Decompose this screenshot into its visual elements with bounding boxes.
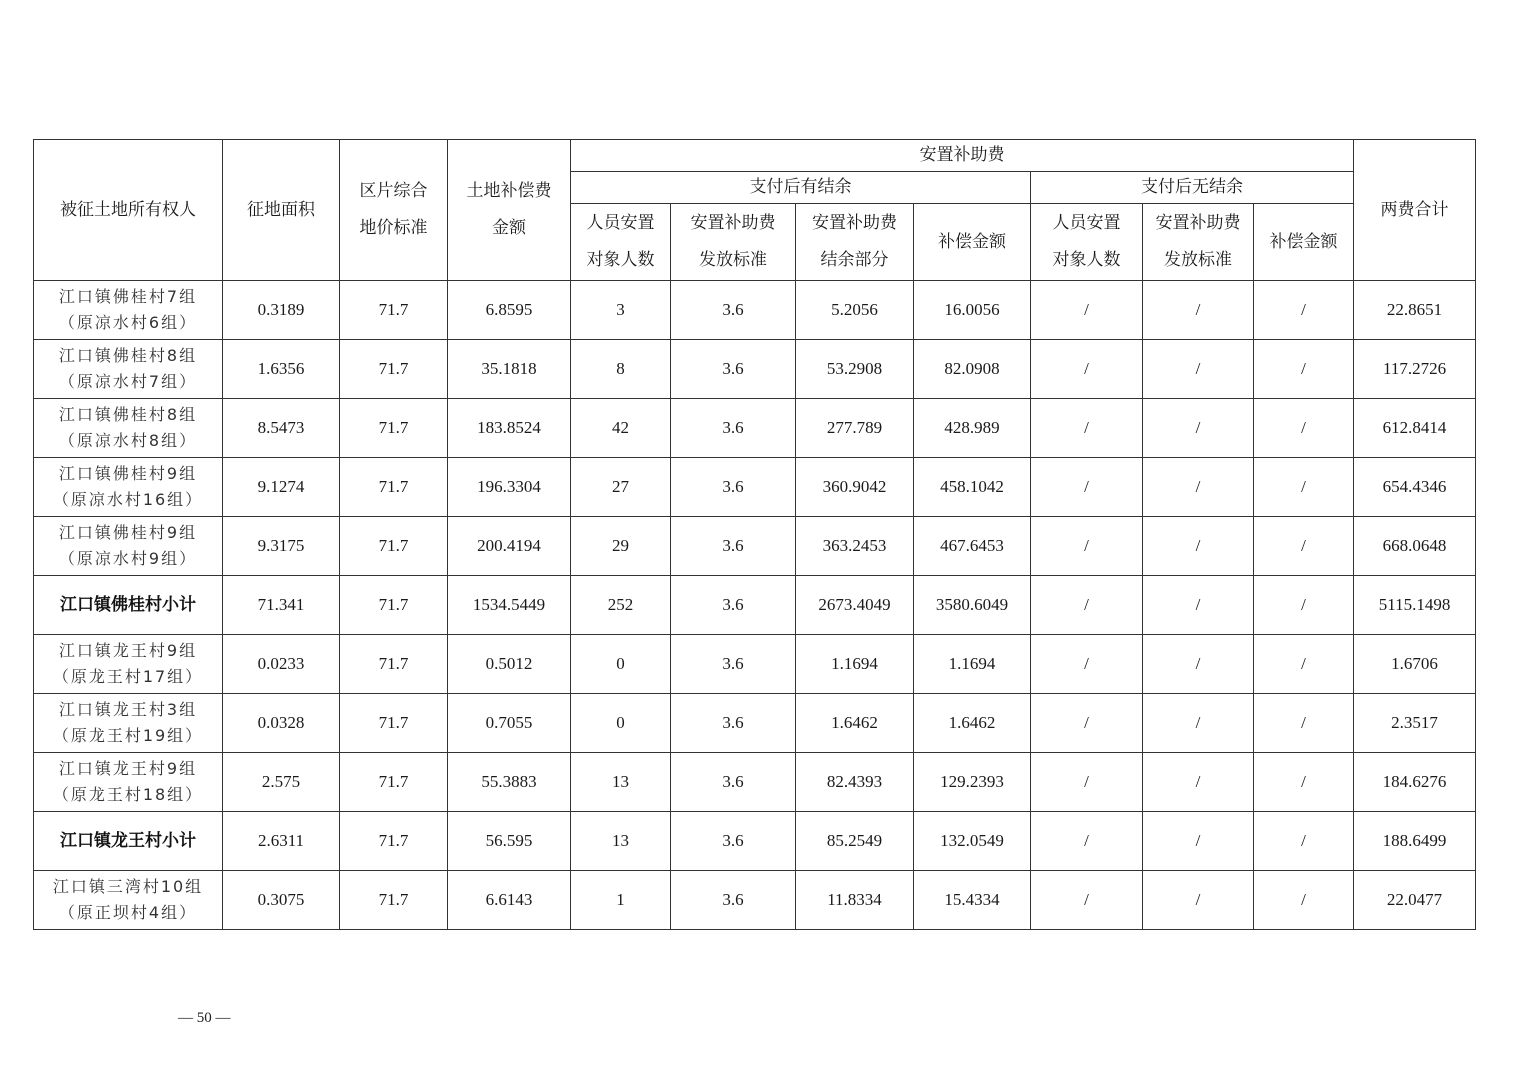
cell-issue-standard-no-balance: / (1143, 281, 1254, 340)
cell-land-compensation: 183.8524 (448, 399, 571, 458)
cell-land-compensation: 200.4194 (448, 517, 571, 576)
table-row (34, 340, 1476, 399)
cell-issue-standard: 3.6 (671, 517, 796, 576)
cell-people: 42 (571, 399, 671, 458)
header-no-balance: 支付后无结余 (1031, 172, 1354, 204)
cell-balance-part: 53.2908 (796, 340, 914, 399)
cell-compensation-amount-no-balance: / (1254, 340, 1354, 399)
cell-compensation-amount: 467.6453 (914, 517, 1031, 576)
cell-owner (34, 812, 223, 871)
cell-owner (34, 340, 223, 399)
cell-compensation-amount: 129.2393 (914, 753, 1031, 812)
cell-owner (34, 694, 223, 753)
table-row (34, 694, 1476, 753)
cell-compensation-amount-no-balance: / (1254, 576, 1354, 635)
cell-compensation-amount: 16.0056 (914, 281, 1031, 340)
cell-compensation-amount-no-balance: / (1254, 517, 1354, 576)
cell-total: 117.2726 (1354, 340, 1476, 399)
cell-issue-standard-no-balance: / (1143, 399, 1254, 458)
owner-line: 江口镇龙王村3组 (58, 700, 198, 719)
header-balance-part: 安置补助费 结余部分 (796, 204, 914, 281)
cell-issue-standard: 3.6 (671, 694, 796, 753)
cell-owner (34, 517, 223, 576)
cell-people-no-balance: / (1031, 340, 1143, 399)
table-row (34, 458, 1476, 517)
owner-line: （原凉水村16组） (52, 490, 204, 509)
cell-balance-part: 82.4393 (796, 753, 914, 812)
subtotal-row (34, 812, 1476, 871)
cell-land-compensation: 0.7055 (448, 694, 571, 753)
cell-total: 188.6499 (1354, 812, 1476, 871)
header-resettlement-fee: 安置补助费 (571, 140, 1354, 172)
cell-people-no-balance: / (1031, 635, 1143, 694)
owner-line: 江口镇佛桂村7组 (58, 287, 198, 306)
subtotal-row (34, 576, 1476, 635)
cell-area: 1.6356 (223, 340, 340, 399)
owner-line: 江口镇龙王村9组 (58, 641, 198, 660)
cell-owner (34, 576, 223, 635)
cell-balance-part: 2673.4049 (796, 576, 914, 635)
cell-issue-standard: 3.6 (671, 635, 796, 694)
cell-people-no-balance: / (1031, 399, 1143, 458)
cell-issue-standard-no-balance: / (1143, 812, 1254, 871)
cell-price-standard: 71.7 (340, 517, 448, 576)
cell-issue-standard-no-balance: / (1143, 635, 1254, 694)
cell-owner (34, 753, 223, 812)
cell-land-compensation: 1534.5449 (448, 576, 571, 635)
owner-line: 江口镇佛桂村8组 (58, 405, 198, 424)
table-row (34, 753, 1476, 812)
cell-land-compensation: 0.5012 (448, 635, 571, 694)
cell-people-no-balance: / (1031, 871, 1143, 930)
header-compensation-amount: 补偿金额 (914, 204, 1031, 281)
cell-area: 2.6311 (223, 812, 340, 871)
owner-line: 江口镇佛桂村小计 (60, 595, 196, 615)
cell-issue-standard-no-balance: / (1143, 458, 1254, 517)
cell-compensation-amount: 428.989 (914, 399, 1031, 458)
cell-people: 27 (571, 458, 671, 517)
owner-line: （原龙王村18组） (52, 785, 204, 804)
owner-line: （原凉水村7组） (58, 372, 198, 391)
cell-compensation-amount-no-balance: / (1254, 694, 1354, 753)
header-people: 人员安置 对象人数 (571, 204, 671, 281)
cell-land-compensation: 196.3304 (448, 458, 571, 517)
cell-issue-standard: 3.6 (671, 458, 796, 517)
cell-people: 13 (571, 753, 671, 812)
cell-compensation-amount: 15.4334 (914, 871, 1031, 930)
cell-balance-part: 85.2549 (796, 812, 914, 871)
owner-line: （原正坝村4组） (58, 903, 198, 922)
owner-line: 江口镇佛桂村8组 (58, 346, 198, 365)
header-land-compensation: 土地补偿费 金额 (448, 140, 571, 281)
cell-compensation-amount: 3580.6049 (914, 576, 1031, 635)
cell-issue-standard: 3.6 (671, 340, 796, 399)
cell-people: 13 (571, 812, 671, 871)
cell-area: 0.0328 (223, 694, 340, 753)
cell-people: 252 (571, 576, 671, 635)
table-row (34, 281, 1476, 340)
cell-price-standard: 71.7 (340, 399, 448, 458)
cell-compensation-amount-no-balance: / (1254, 753, 1354, 812)
cell-balance-part: 5.2056 (796, 281, 914, 340)
cell-balance-part: 277.789 (796, 399, 914, 458)
cell-price-standard: 71.7 (340, 281, 448, 340)
cell-owner (34, 399, 223, 458)
cell-compensation-amount-no-balance: / (1254, 458, 1354, 517)
table-body (34, 281, 1476, 930)
cell-land-compensation: 6.8595 (448, 281, 571, 340)
cell-land-compensation: 6.6143 (448, 871, 571, 930)
cell-issue-standard: 3.6 (671, 576, 796, 635)
cell-compensation-amount: 458.1042 (914, 458, 1031, 517)
cell-balance-part: 1.6462 (796, 694, 914, 753)
cell-area: 9.3175 (223, 517, 340, 576)
table-row (34, 399, 1476, 458)
cell-price-standard: 71.7 (340, 753, 448, 812)
header-compensation-amount-no-balance: 补偿金额 (1254, 204, 1354, 281)
owner-line: 江口镇龙王村9组 (58, 759, 198, 778)
cell-area: 8.5473 (223, 399, 340, 458)
cell-issue-standard: 3.6 (671, 812, 796, 871)
cell-price-standard: 71.7 (340, 458, 448, 517)
cell-area: 9.1274 (223, 458, 340, 517)
owner-line: （原凉水村8组） (58, 431, 198, 450)
table-row (34, 871, 1476, 930)
cell-total: 22.8651 (1354, 281, 1476, 340)
cell-owner (34, 281, 223, 340)
owner-line: 江口镇龙王村小计 (60, 831, 196, 851)
cell-total: 5115.1498 (1354, 576, 1476, 635)
cell-people: 1 (571, 871, 671, 930)
cell-land-compensation: 55.3883 (448, 753, 571, 812)
cell-area: 0.3075 (223, 871, 340, 930)
cell-issue-standard: 3.6 (671, 871, 796, 930)
header-issue-standard-no-balance: 安置补助费 发放标准 (1143, 204, 1254, 281)
header-owner: 被征土地所有权人 (34, 140, 223, 281)
cell-area: 0.0233 (223, 635, 340, 694)
page-number: — 50 — (178, 1010, 231, 1026)
cell-total: 184.6276 (1354, 753, 1476, 812)
table-row (34, 517, 1476, 576)
cell-total: 668.0648 (1354, 517, 1476, 576)
cell-compensation-amount-no-balance: / (1254, 281, 1354, 340)
cell-people-no-balance: / (1031, 812, 1143, 871)
owner-line: 江口镇佛桂村9组 (58, 464, 198, 483)
compensation-table (33, 139, 1476, 930)
cell-price-standard: 71.7 (340, 812, 448, 871)
table-row (34, 635, 1476, 694)
cell-area: 0.3189 (223, 281, 340, 340)
cell-balance-part: 363.2453 (796, 517, 914, 576)
cell-owner (34, 458, 223, 517)
cell-total: 1.6706 (1354, 635, 1476, 694)
cell-land-compensation: 56.595 (448, 812, 571, 871)
cell-issue-standard-no-balance: / (1143, 340, 1254, 399)
cell-issue-standard: 3.6 (671, 399, 796, 458)
table-header (34, 140, 1476, 281)
owner-line: （原龙王村17组） (52, 667, 204, 686)
cell-area: 2.575 (223, 753, 340, 812)
cell-total: 22.0477 (1354, 871, 1476, 930)
cell-compensation-amount: 1.6462 (914, 694, 1031, 753)
cell-balance-part: 11.8334 (796, 871, 914, 930)
cell-people: 8 (571, 340, 671, 399)
owner-line: 江口镇三湾村10组 (52, 877, 204, 896)
header-issue-standard: 安置补助费 发放标准 (671, 204, 796, 281)
owner-line: （原凉水村9组） (58, 549, 198, 568)
cell-price-standard: 71.7 (340, 635, 448, 694)
cell-compensation-amount-no-balance: / (1254, 399, 1354, 458)
cell-compensation-amount: 1.1694 (914, 635, 1031, 694)
cell-people-no-balance: / (1031, 458, 1143, 517)
cell-balance-part: 360.9042 (796, 458, 914, 517)
cell-issue-standard-no-balance: / (1143, 694, 1254, 753)
cell-price-standard: 71.7 (340, 871, 448, 930)
cell-people-no-balance: / (1031, 753, 1143, 812)
cell-price-standard: 71.7 (340, 576, 448, 635)
cell-issue-standard-no-balance: / (1143, 517, 1254, 576)
header-with-balance: 支付后有结余 (571, 172, 1031, 204)
cell-price-standard: 71.7 (340, 340, 448, 399)
cell-issue-standard: 3.6 (671, 281, 796, 340)
cell-compensation-amount-no-balance: / (1254, 871, 1354, 930)
header-people-no-balance: 人员安置 对象人数 (1031, 204, 1143, 281)
cell-people: 0 (571, 635, 671, 694)
cell-compensation-amount-no-balance: / (1254, 635, 1354, 694)
cell-total: 2.3517 (1354, 694, 1476, 753)
cell-total: 654.4346 (1354, 458, 1476, 517)
owner-line: （原龙王村19组） (52, 726, 204, 745)
owner-line: 江口镇佛桂村9组 (58, 523, 198, 542)
cell-issue-standard-no-balance: / (1143, 753, 1254, 812)
cell-people-no-balance: / (1031, 517, 1143, 576)
cell-people: 29 (571, 517, 671, 576)
cell-owner (34, 871, 223, 930)
owner-line: （原凉水村6组） (58, 313, 198, 332)
cell-land-compensation: 35.1818 (448, 340, 571, 399)
cell-total: 612.8414 (1354, 399, 1476, 458)
cell-issue-standard: 3.6 (671, 753, 796, 812)
cell-compensation-amount: 132.0549 (914, 812, 1031, 871)
header-price-standard: 区片综合 地价标准 (340, 140, 448, 281)
cell-owner (34, 635, 223, 694)
cell-people-no-balance: / (1031, 694, 1143, 753)
cell-balance-part: 1.1694 (796, 635, 914, 694)
cell-people-no-balance: / (1031, 576, 1143, 635)
cell-issue-standard-no-balance: / (1143, 576, 1254, 635)
cell-compensation-amount: 82.0908 (914, 340, 1031, 399)
header-total: 两费合计 (1354, 140, 1476, 281)
cell-people-no-balance: / (1031, 281, 1143, 340)
cell-area: 71.341 (223, 576, 340, 635)
cell-price-standard: 71.7 (340, 694, 448, 753)
cell-people: 0 (571, 694, 671, 753)
cell-issue-standard-no-balance: / (1143, 871, 1254, 930)
cell-compensation-amount-no-balance: / (1254, 812, 1354, 871)
cell-people: 3 (571, 281, 671, 340)
header-area: 征地面积 (223, 140, 340, 281)
